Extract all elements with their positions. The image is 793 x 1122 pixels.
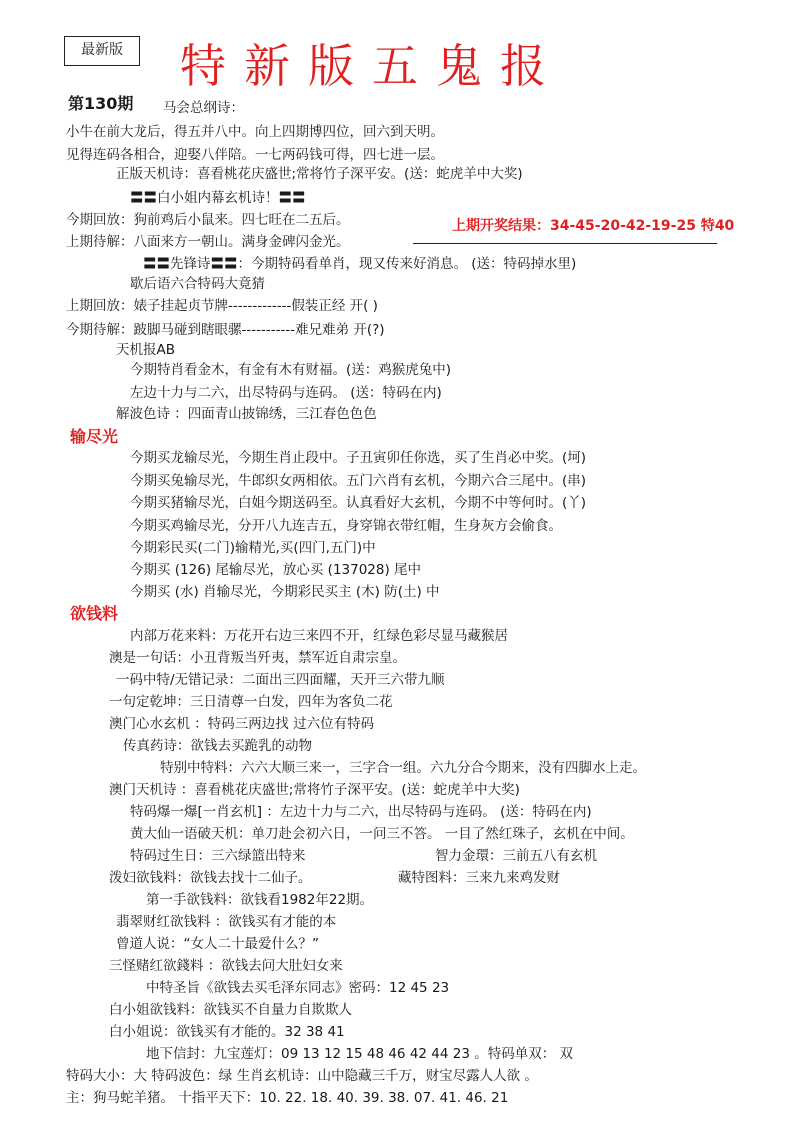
text-line: 今期买龙输尽光，今期生肖止段中。子丑寅卯任你选，买了生肖必中奖。(坷) — [130, 450, 587, 466]
text-line: 歇后语六合特码大竟猜 — [130, 276, 265, 292]
text-line: 今期买兔输尽光，牛郎织女两相依。五门六肖有玄机，今期六合三尾中。(串) — [130, 473, 587, 489]
text-line: 左边十力与二六，出尽特码与连码。 (送：特码在内) — [130, 385, 442, 401]
text-line: 中特圣旨《欲钱去买毛泽东同志》密码：12 45 23 — [146, 980, 450, 996]
text-line: 今期买鸡输尽光，分开八九连吉五，身穿锦衣带红帽，生身灰方会偷食。 — [130, 518, 562, 534]
text-line: 上期回放：婊子挂起贞节牌-------------假装正经 开( ) — [66, 298, 378, 314]
text-line: 特别中特料：六六大顺三来一，三字合一组。六九分合今期来，没有四脚水上走。 — [160, 760, 646, 776]
text-line: 今期回放：狗前鸡后小鼠来。四七旺在二五后。 — [66, 212, 350, 228]
text-line: 第一手欲钱料：欲钱看1982年22期。 — [146, 892, 374, 908]
text-line: 特码大小：大 特码波色：绿 生肖玄机诗：山中隐藏三千万，财宝尽露人人欲 。 — [66, 1068, 538, 1084]
text-line: 藏特图料：三来九来鸡发财 — [398, 870, 560, 886]
text-line: 马会总纲诗： — [163, 100, 244, 116]
text-line: 小牛在前大龙后，得五并八中。向上四期博四位，回六到天明。 — [66, 124, 444, 140]
text-line: 地下信封：九宝莲灯：09 13 12 15 48 46 42 44 23 。特码单双： 双 — [146, 1046, 574, 1062]
text-line: 一句定乾坤：三日清尊一白发，四年为客负二花 — [109, 694, 393, 710]
text-line: 〓〓白小姐内幕玄机诗！〓〓 — [130, 190, 306, 206]
text-line: 传真药诗：欲钱去买跪乳的动物 — [123, 738, 312, 754]
latest-edition-badge: 最新版 — [64, 36, 140, 66]
text-line: 翡翠财红欲钱料 ：欲钱买有才能的本 — [116, 914, 337, 930]
text-line: 〓〓先锋诗〓〓：今期特码看单肖，现又传来好消息。 (送：特码掉水里) — [143, 256, 577, 272]
text-line: 智力金環：三前五八有玄机 — [435, 848, 597, 864]
text-line: 今期待解：跛脚马碰到瞎眼骡-----------难兄难弟 开(?) — [66, 322, 385, 338]
text-line: 解波色诗 ：四面青山披锦绣，三江春色色色 — [116, 406, 377, 422]
text-line: 今期买猪输尽光，白姐今期送码至。认真看好大玄机，今期不中等何时。(丫) — [130, 495, 587, 511]
last-result: 上期开奖结果：34-45-20-42-19-25 特40 — [452, 218, 735, 234]
text-line: 上期待解：八面来方一朝山。满身金碑闪金光。 — [66, 234, 350, 250]
text-line: 白小姐说：欲钱买有才能的。32 38 41 — [109, 1024, 345, 1040]
text-line: 三怪赌红欲錢料 ：欲钱去问大肚妇女来 — [109, 958, 343, 974]
text-line: 见得连码各相合，迎娶八伴陪。一七两码钱可得，四七进一层。 — [66, 147, 444, 163]
divider-line — [413, 243, 717, 244]
section-heading: 欲钱料 — [70, 604, 119, 623]
text-line: 主：狗马蛇羊猪。 十指平天下：10. 22. 18. 40. 39. 38. 07. 41. 46. 21 — [66, 1090, 509, 1106]
text-line: 今期特肖看金木，有金有木有财福。(送：鸡猴虎兔中) — [130, 362, 452, 378]
text-line: 天机报AB — [116, 342, 175, 358]
text-line: 澳门天机诗 ：喜看桃花庆盛世;常将竹子深平安。(送：蛇虎羊中大奖) — [109, 782, 520, 798]
text-line: 今期买 (水) 肖输尽光，今期彩民买主 (木) 防(土) 中 — [130, 584, 440, 600]
text-line: 白小姐欲钱料：欲钱买不自量力自欺欺人 — [109, 1002, 352, 1018]
text-line: 一码中特/无错记录：二面出三四面耀，天开三六带九顺 — [116, 672, 445, 688]
text-line: 正版天机诗：喜看桃花庆盛世;常将竹子深平安。(送：蛇虎羊中大奖) — [116, 166, 523, 182]
text-line: 特码爆一爆[一肖玄机] ：左边十力与二六，出尽特码与连码。 (送：特码在内) — [130, 804, 592, 820]
text-line: 特码过生日：三六绿篮出特来 — [130, 848, 306, 864]
text-line: 泼妇欲钱料：欲钱去找十二仙子。 — [109, 870, 312, 886]
section-heading: 输尽光 — [70, 427, 119, 446]
issue-number: 第130期 — [68, 94, 134, 113]
text-line: 今期买 (126) 尾输尽光，放心买 (137028) 尾中 — [130, 562, 422, 578]
text-line: 黄大仙一语破天机：单刀赴会初六日，一问三不答。 一目了然红珠子，玄机在中间。 — [130, 826, 634, 842]
text-line: 曾道人说：“女人二十最爱什么？” — [116, 936, 319, 952]
text-line: 澳是一句话：小丑背叛当歼夷，禁军近自肃宗皇。 — [109, 650, 406, 666]
text-line: 今期彩民买(二门)输精光,买(四门,五门)中 — [130, 540, 376, 556]
text-line: 澳门心水玄机 ：特码三两边找 过六位有特码 — [109, 716, 375, 732]
text-line: 内部万花来料：万花开右边三来四不开，红绿色彩尽显马藏猴居 — [130, 628, 508, 644]
page-title: 特新版五鬼报 — [180, 39, 564, 93]
